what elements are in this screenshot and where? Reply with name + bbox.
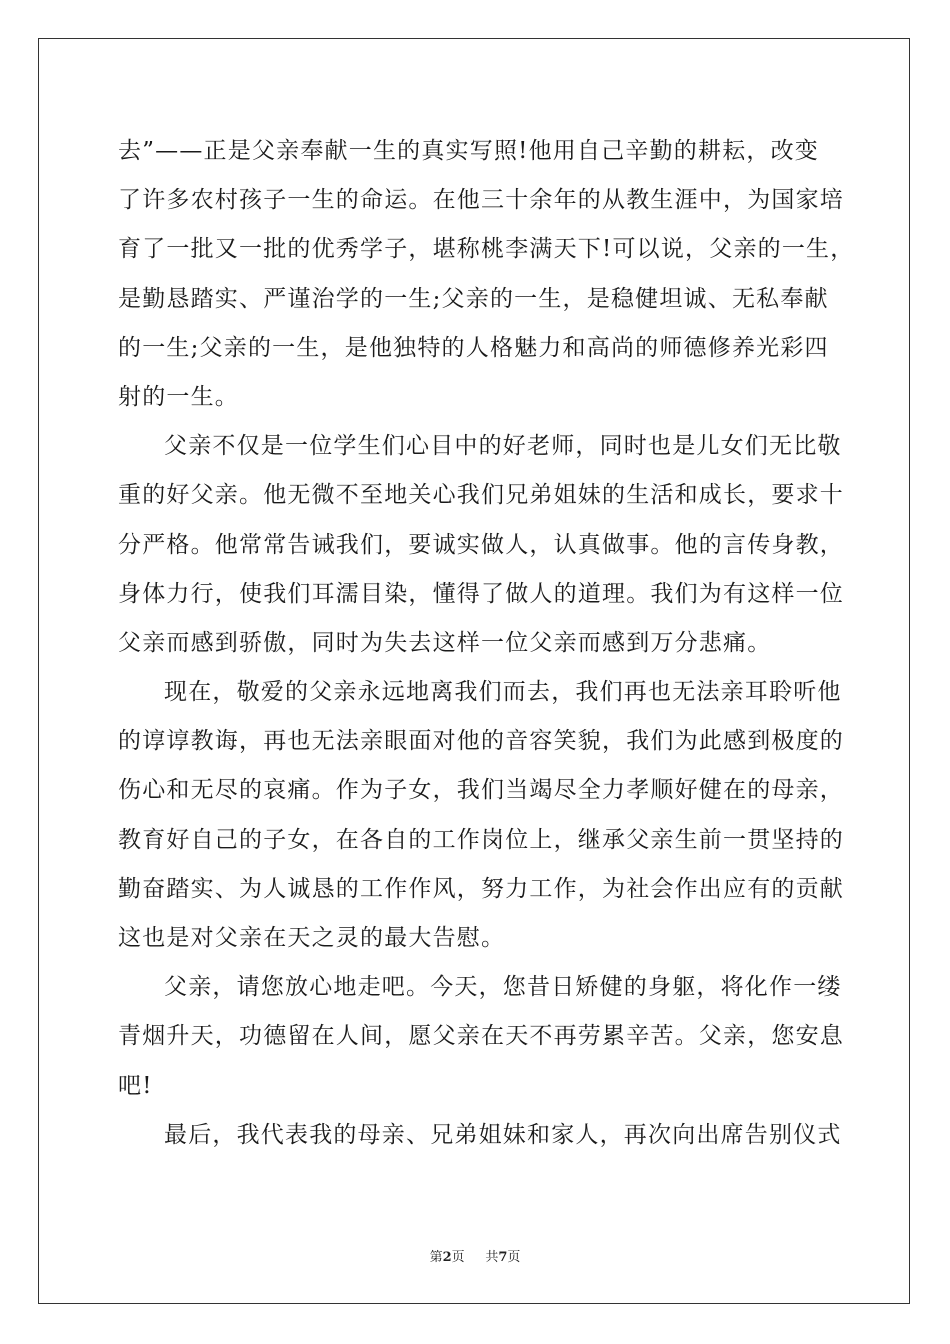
paragraph-start-line: 父亲不仅是一位学生们心目中的好老师，同时也是儿女们无比敬	[164, 433, 842, 460]
text-line: 这也是对父亲在天之灵的最大告慰。	[118, 925, 506, 951]
total-prefix: 共	[485, 1250, 499, 1265]
text-line: 伤心和无尽的哀痛。作为子女，我们当竭尽全力孝顺好健在的母亲，	[118, 777, 844, 804]
current-page-number: 2	[442, 1250, 452, 1265]
text-line: 重的好父亲。他无微不至地关心我们兄弟姐妹的生活和成长，要求十	[118, 482, 844, 509]
page-suffix: 页	[451, 1250, 465, 1265]
paragraph-start-line: 最后，我代表我的母亲、兄弟姐妹和家人，再次向出席告别仪式	[164, 1121, 842, 1148]
document-body	[118, 127, 855, 1160]
text-line: 的谆谆教诲，再也无法亲眼面对他的音容笑貌，我们为此感到极度的	[118, 728, 844, 755]
total-page-number: 7	[498, 1250, 508, 1265]
total-suffix: 页	[507, 1250, 521, 1265]
text-line: 是勤恳踏实、严谨治学的一生;父亲的一生，是稳健坦诚、无私奉献	[118, 285, 829, 312]
text-line: 教育好自己的子女，在各自的工作岗位上，继承父亲生前一贯坚持的	[118, 826, 844, 853]
text-line: 勤奋踏实、为人诚恳的工作作风，努力工作，为社会作出应有的贡献	[118, 875, 844, 902]
text-line: 身体力行，使我们耳濡目染，懂得了做人的道理。我们为有这样一位	[118, 580, 844, 607]
text-line: 青烟升天，功德留在人间，愿父亲在天不再劳累辛苦。父亲，您安息	[118, 1023, 844, 1050]
total-pages-label	[485, 1250, 520, 1265]
text-line: 父亲而感到骄傲，同时为失去这样一位父亲而感到万分悲痛。	[118, 629, 772, 656]
page-prefix: 第	[429, 1250, 443, 1265]
text-line: 射的一生。	[118, 383, 239, 410]
page-number-label	[430, 1250, 465, 1265]
text-line: 去”——正是父亲奉献一生的真实写照!他用自己辛勤的耕耘，改变	[118, 138, 820, 164]
text-line: 育了一批又一批的优秀学子，堪称桃李满天下!可以说，父亲的一生，	[118, 236, 855, 263]
text-line: 了许多农村孩子一生的命运。在他三十余年的从教生涯中，为国家培	[118, 187, 844, 214]
text-line: 的一生;父亲的一生，是他独特的人格魅力和高尚的师德修养光彩四	[118, 334, 829, 361]
paragraph-start-line: 父亲，请您放心地走吧。今天，您昔日矫健的身躯，将化作一缕	[164, 974, 842, 1001]
text-line: 吧!	[118, 1072, 153, 1099]
paragraph-start-line: 现在，敬爱的父亲永远地离我们而去，我们再也无法亲耳聆听他	[164, 679, 842, 706]
text-line: 分严格。他常常告诫我们，要诚实做人，认真做事。他的言传身教，	[118, 531, 844, 558]
page-footer	[0, 1246, 950, 1265]
